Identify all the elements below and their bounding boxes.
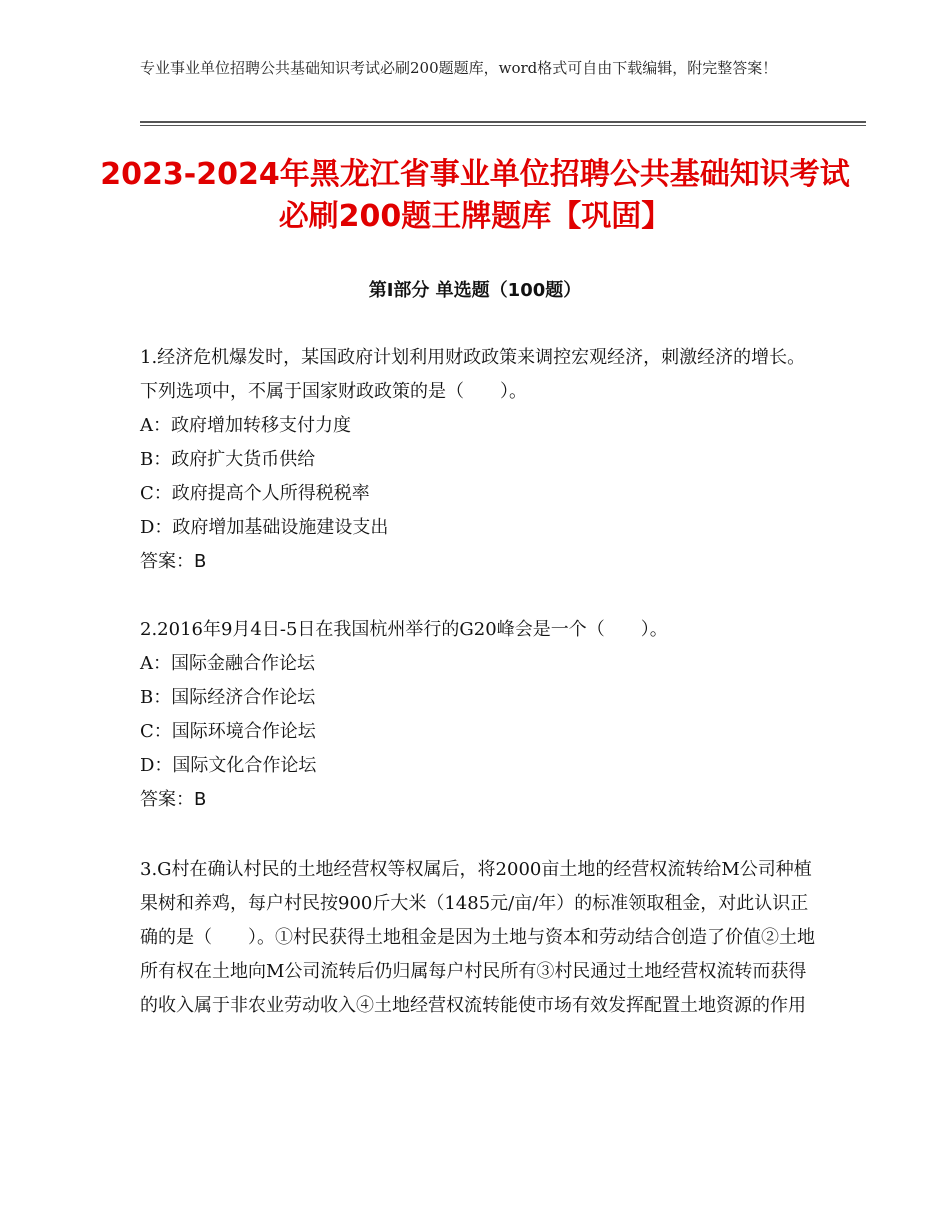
option-c: C：政府提高个人所得税税率 — [140, 483, 370, 504]
option-c: C：国际环境合作论坛 — [140, 721, 316, 742]
option-b: B：政府扩大货币供给 — [140, 449, 316, 470]
option-d: D：政府增加基础设施建设支出 — [140, 517, 389, 538]
question-3 — [140, 853, 815, 1023]
question-stem: 1.经济危机爆发时，某国政府计划利用财政政策来调控宏观经济，刺激经济的增长。下列选项中，不属于国家财政政策的是（ ）。 — [140, 347, 806, 402]
header-divider-thin — [140, 125, 866, 126]
header-divider-thick — [140, 121, 866, 123]
question-1 — [140, 341, 815, 579]
question-2 — [140, 613, 815, 817]
document-title: 2023-2024年黑龙江省事业单位招聘公共基础知识考试必刷200题王牌题库【巩固】 — [100, 157, 850, 234]
answer-text: 答案：B — [140, 789, 207, 810]
question-stem: 2.2016年9月4日-5日在我国杭州举行的G20峰会是一个（ ）。 — [140, 619, 668, 640]
option-b: B：国际经济合作论坛 — [140, 687, 316, 708]
option-a: A：国际金融合作论坛 — [140, 653, 315, 674]
section-heading: 第Ⅰ部分 单选题（100题） — [368, 280, 582, 301]
option-d: D：国际文化合作论坛 — [140, 755, 317, 776]
document-header-note: 专业事业单位招聘公共基础知识考试必刷200题题库，word格式可自由下载编辑，附完整答案！ — [140, 59, 778, 77]
question-stem: 3.G村在确认村民的土地经营权等权属后，将2000亩土地的经营权流转给M公司种植果树和养鸡，每户村民按900斤大米（1485元/亩/年）的标准领取租金，对此认识正确的是（ ）。①村民获得土地租金是因为土地与资本和劳动结合创造了价值②土地所有权在土地向M公司流转后仍归属每户村民所有③村民通过土地经营权流转而获得的收入属于非农业劳动收入④土地经营权流转能使市场有效发挥配置土地资源的作用 — [140, 859, 815, 1016]
answer-text: 答案：B — [140, 551, 207, 572]
option-a: A：政府增加转移支付力度 — [140, 415, 351, 436]
